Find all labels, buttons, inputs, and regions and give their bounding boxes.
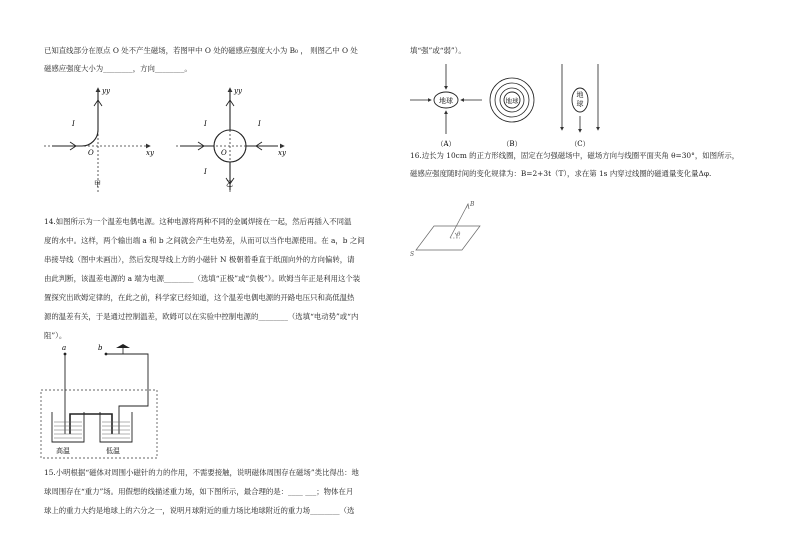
caption-b: （B） <box>502 140 522 148</box>
origin-label-2: O <box>221 149 227 157</box>
current-label-3: I <box>258 120 261 128</box>
q15-line: 球周围存在“重力”场。用假想的线描述重力场，如下图所示，最合理的是：____ ___；物体在月 <box>44 487 354 496</box>
earth-label-b: 地球 <box>505 97 519 105</box>
thermocouple-figure <box>40 342 160 460</box>
intro-line-1: 已知直线部分在原点 O 处不产生磁场，若图甲中 O 处的磁感应强度大小为 B₀ ， 则图乙中 O 处 <box>44 46 358 55</box>
current-label-4: I <box>204 168 207 176</box>
current-label-2: I <box>204 120 207 128</box>
terminal-a-label: a <box>62 344 67 352</box>
field-figure-jia-yi <box>40 82 295 194</box>
current-label: I <box>72 120 75 128</box>
high-temp-label: 高温 <box>56 447 70 455</box>
q14-line: 置探究出欧姆定律的，在此之前，科学家已经知道，这个温差电偶电源的开路电压只和高低温热 <box>44 293 355 302</box>
q15-line: 15.小明根据“磁体对周围小磁针的力的作用，不需要接触，说明磁体周围存在磁场”类比得出：地 <box>44 468 359 477</box>
q14-line: 由此判断，该温差电源的 a 端为电源________（选填“正极”或“负极”）。欧姆当年正是利用这个装 <box>44 274 361 283</box>
area-label-s: S <box>410 251 415 258</box>
caption-a: （A） <box>436 140 456 148</box>
intro-line-2: 磁感应强度大小为________，方向________。 <box>44 64 192 73</box>
caption-yi: 乙 <box>226 180 233 188</box>
earth-label-c-bottom: 球 <box>576 100 584 108</box>
origin-label: O <box>88 149 94 157</box>
axis-label-y: yy <box>102 87 110 95</box>
caption-c: （C） <box>570 140 590 148</box>
q14-line: 度的水中。这样，两个输出端 a 和 b 之间就会产生电势差，从而可以当作电源使用。在 a，b 之间 <box>44 236 365 245</box>
caption-jia: 甲 <box>94 180 101 188</box>
axis-label-x: xy <box>146 149 154 157</box>
terminal-b-label: b <box>98 344 103 352</box>
earth-label-a: 地球 <box>439 97 453 105</box>
q14-line: 14.如图所示为一个温差电偶电源。这种电源将两种不同的金属焊接在一起，然后再插入不同温 <box>44 217 352 226</box>
axis-label-x-2: xy <box>278 149 286 157</box>
q14-line: 源的温差有关，于是通过控制温差，欧姆可以在实验中控制电源的________（选填“电动势”或“内 <box>44 312 359 321</box>
q14-line: 阻”）。 <box>44 331 67 340</box>
earth-label-c-top: 地 <box>576 91 584 99</box>
low-temp-label: 低温 <box>106 447 120 455</box>
q16-line: 16.边长为 10cm 的正方形线圈，固定在匀强磁场中，磁场方向与线圈平面夹角 θ=30°，如图所示， <box>410 151 740 160</box>
gravity-field-figures <box>404 58 614 150</box>
coil-figure <box>408 198 488 262</box>
q15-continued: 填“强”或“弱”）。 <box>410 46 466 55</box>
field-label-b: B <box>470 201 475 208</box>
q15-line: 球上的重力大约是地球上的六分之一，说明月球附近的重力场比地球附近的重力场________（选 <box>44 506 355 515</box>
axis-label-y-2: yy <box>234 87 242 95</box>
angle-label-theta: θ <box>457 232 461 238</box>
q16-line: 磁感应强度随时间的变化规律为：B=2+3t（T），求在第 1s 内穿过线圈的磁通量变化量Δφ. <box>410 169 712 178</box>
q14-line: 串接导线（图中未画出），然后发现导线上方的小磁针 N 极朝着垂直于纸面向外的方向偏转，请 <box>44 255 355 264</box>
